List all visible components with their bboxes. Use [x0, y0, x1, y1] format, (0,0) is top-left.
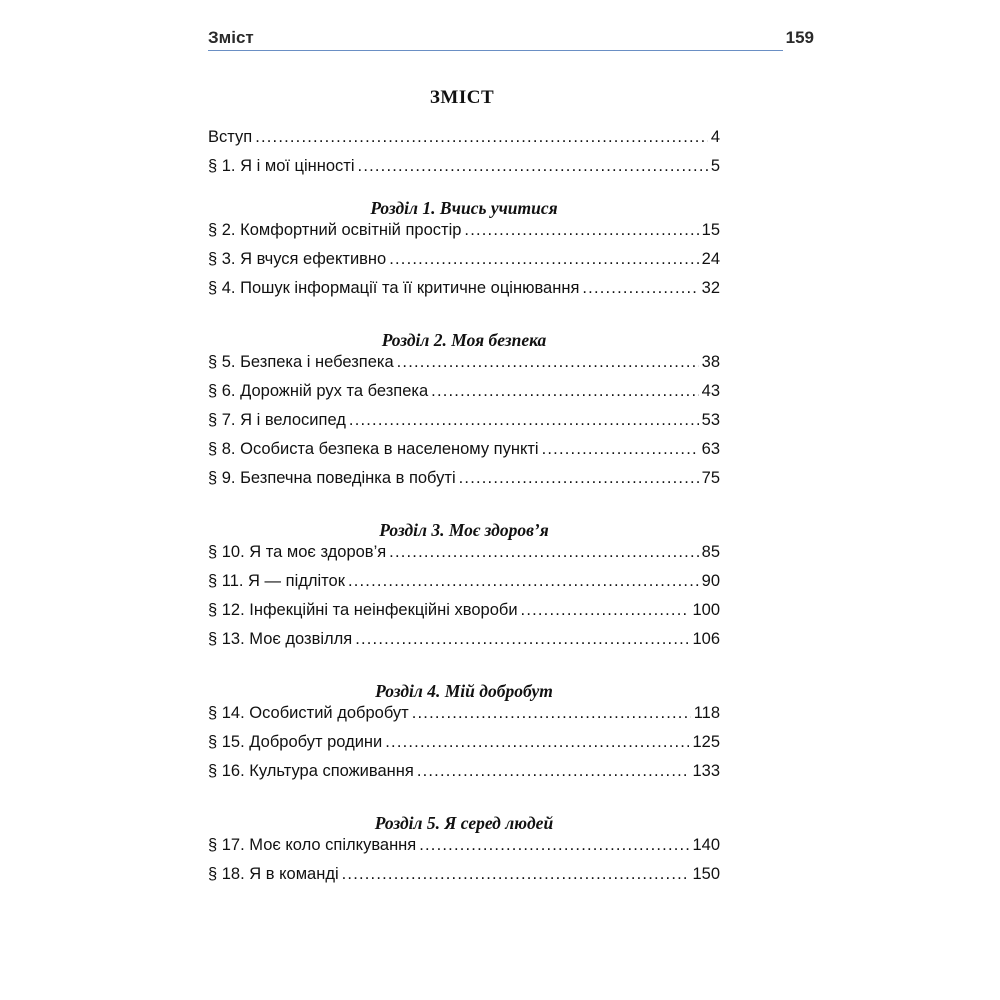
toc-entry [208, 382, 720, 411]
toc-entry-label: § 17. Моє коло спілкування [208, 836, 417, 854]
section-heading: Розділ 3. Моє здоров’я [379, 520, 549, 540]
leader-dots [355, 630, 689, 649]
toc-entry-label: § 16. Культура споживання [208, 762, 414, 780]
toc-entry [208, 704, 720, 733]
section-heading: Розділ 4. Мій добробут [375, 681, 553, 701]
leader-dots [521, 601, 690, 620]
toc-entry-page: 150 [692, 865, 720, 883]
toc-entry-page: 5 [710, 157, 720, 175]
toc-entry-label: § 18. Я в команді [208, 865, 339, 883]
toc-entry-label: Вступ [208, 128, 253, 146]
toc-entry-page: 125 [692, 733, 720, 751]
leader-dots [255, 128, 708, 147]
toc-entry [208, 279, 720, 308]
toc-entry-label: § 15. Добробут родини [208, 733, 383, 751]
toc-entry-page: 133 [692, 762, 720, 780]
toc-entry-page: 100 [692, 601, 720, 619]
running-head-title: Зміст [208, 28, 254, 47]
toc-entry-page: 4 [710, 128, 720, 146]
leader-dots [349, 411, 699, 430]
leader-dots [389, 250, 698, 269]
toc-entry [208, 469, 720, 498]
toc-entry-label: § 11. Я — підліток [208, 572, 345, 590]
leader-dots [582, 279, 698, 298]
toc-entry-label: § 13. Моє дозвілля [208, 630, 353, 648]
toc-entry [208, 353, 720, 382]
toc-entry-page: 43 [701, 382, 720, 400]
toc-entry [208, 250, 720, 279]
toc-entry-page: 118 [693, 704, 720, 722]
table-of-contents [208, 128, 720, 894]
toc-entry-label: § 1. Я і мої цінності [208, 157, 355, 175]
page-number: 159 [785, 28, 814, 47]
toc-entry-page: 63 [701, 440, 720, 458]
toc-entry-label: § 4. Пошук інформації та її критичне оцінювання [208, 279, 580, 297]
toc-entry-page: 53 [701, 411, 720, 429]
toc-section-2 [208, 318, 720, 498]
leader-dots [397, 353, 699, 372]
section-heading: Розділ 5. Я серед людей [374, 813, 554, 833]
leader-dots [385, 733, 689, 752]
toc-section-5 [208, 801, 720, 894]
leader-dots [412, 704, 691, 723]
toc-entry-page: 24 [701, 250, 720, 268]
toc-entry [208, 865, 720, 894]
toc-entry [208, 157, 720, 186]
toc-entry-label: § 7. Я і велосипед [208, 411, 346, 429]
section-heading: Розділ 1. Вчись учитися [370, 198, 558, 218]
leader-dots [348, 572, 699, 591]
toc-entry-page: 140 [692, 836, 720, 854]
leader-dots [389, 543, 698, 562]
header-rule [208, 50, 783, 51]
toc-entry-page: 85 [701, 543, 720, 561]
leader-dots [431, 382, 698, 401]
toc-section-4 [208, 669, 720, 791]
toc-entry [208, 836, 720, 865]
leader-dots [459, 469, 699, 488]
toc-entry [208, 630, 720, 659]
toc-entry-page: 32 [701, 279, 720, 297]
toc-intro [208, 128, 720, 186]
leader-dots [342, 865, 690, 884]
toc-entry-label: § 9. Безпечна поведінка в побуті [208, 469, 456, 487]
toc-title: ЗМІСТ [429, 87, 495, 108]
toc-entry-label: § 3. Я вчуся ефективно [208, 250, 387, 268]
toc-entry [208, 411, 720, 440]
toc-entry [208, 572, 720, 601]
leader-dots [358, 157, 708, 176]
toc-entry-page: 75 [701, 469, 720, 487]
toc-entry-label: § 8. Особиста безпека в населеному пункті [208, 440, 539, 458]
toc-entry-label: § 6. Дорожній рух та безпека [208, 382, 429, 400]
toc-entry-page: 15 [701, 221, 720, 239]
running-head [208, 28, 814, 54]
toc-entry [208, 128, 720, 157]
toc-entry [208, 733, 720, 762]
toc-section-3 [208, 508, 720, 659]
leader-dots [464, 221, 698, 240]
leader-dots [417, 762, 690, 781]
toc-entry [208, 543, 720, 572]
toc-entry-page: 90 [701, 572, 720, 590]
toc-entry-label: § 14. Особистий добробут [208, 704, 409, 722]
toc-entry [208, 440, 720, 469]
toc-entry [208, 601, 720, 630]
toc-entry [208, 221, 720, 250]
toc-entry-label: § 5. Безпека і небезпека [208, 353, 394, 371]
toc-entry [208, 762, 720, 791]
toc-entry-label: § 2. Комфортний освітній простір [208, 221, 462, 239]
toc-section-1 [208, 186, 720, 308]
leader-dots [419, 836, 689, 855]
toc-entry-label: § 12. Інфекційні та неінфекційні хвороби [208, 601, 518, 619]
toc-entry-label: § 10. Я та моє здоров’я [208, 543, 387, 561]
toc-entry-page: 38 [701, 353, 720, 371]
section-heading: Розділ 2. Моя безпека [381, 330, 547, 350]
toc-entry-page: 106 [692, 630, 720, 648]
leader-dots [542, 440, 699, 459]
